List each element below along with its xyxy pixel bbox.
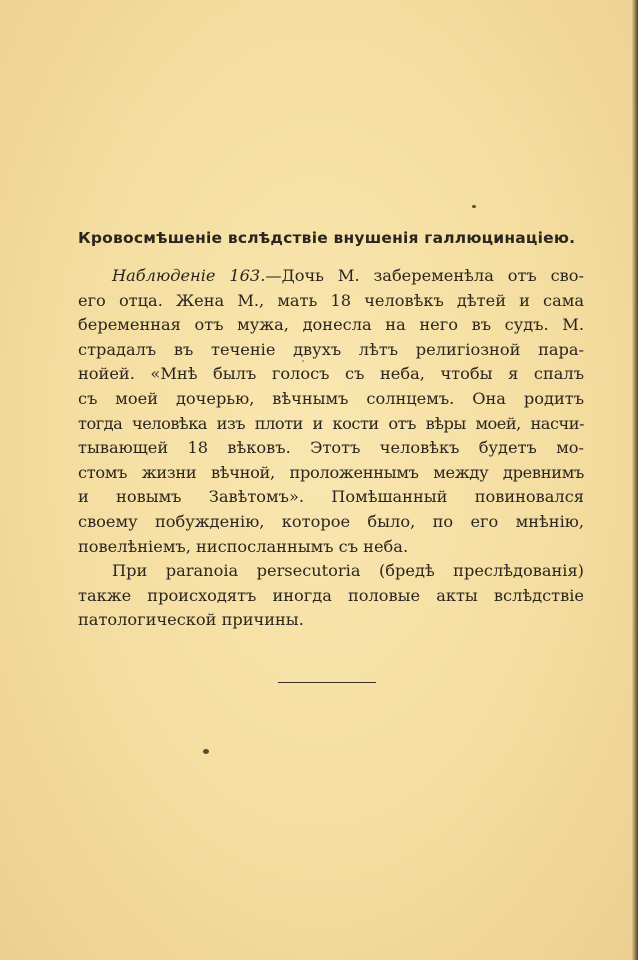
observation-label: Наблюденіе 163. xyxy=(112,266,266,285)
paragraph-line: стомъ жизни вѣчной, проложеннымъ между древнимъ xyxy=(78,462,584,482)
paragraph-line: беременная отъ мужа, донесла на него въ судъ. М. xyxy=(78,315,584,335)
page-edge-shadow xyxy=(632,0,638,960)
paragraph-line: повелѣніемъ, ниспосланнымъ съ неба. xyxy=(78,536,409,556)
paragraph-line: и новымъ Завѣтомъ». Помѣшанный повиновался xyxy=(78,487,584,507)
paragraph-text: —Дочь М. забеременѣла отъ сво- xyxy=(265,266,584,285)
section-divider xyxy=(278,682,376,683)
paragraph-line xyxy=(78,264,584,289)
paragraph-line: также происходятъ иногда половые акты вслѣдствіе xyxy=(78,585,584,605)
paragraph-line: тогда человѣка изъ плоти и кости отъ вѣры моей, насчи- xyxy=(78,413,584,433)
section-heading: Кровосмѣшеніе вслѣдствіе внушенія галлюцинаціею. xyxy=(78,229,576,247)
paper-speck xyxy=(472,205,476,208)
paragraph-line: При paranoia persecutoria (бредѣ преслѣдованія) xyxy=(112,561,584,581)
paragraph-line: своему побужденію, которое было, по его мнѣнію, xyxy=(78,511,584,531)
paragraph-line: съ моей дочерью, вѣчнымъ солнцемъ. Она родитъ xyxy=(78,388,584,408)
paragraph-line: страдалъ въ теченіе двухъ лѣтъ религіозной пара- xyxy=(78,339,584,359)
paper-speck xyxy=(203,749,209,754)
paragraph-line: его отца. Жена М., мать 18 человѣкъ дѣтей и сама xyxy=(78,290,584,310)
paragraph-line: тывающей 18 вѣковъ. Этотъ человѣкъ будетъ мо- xyxy=(78,438,584,458)
paragraph-line: патологической причины. xyxy=(78,610,304,630)
body-text xyxy=(78,264,584,633)
paragraph-line: нойей. «Мнѣ былъ голосъ съ неба, чтобы я спалъ xyxy=(78,364,584,384)
